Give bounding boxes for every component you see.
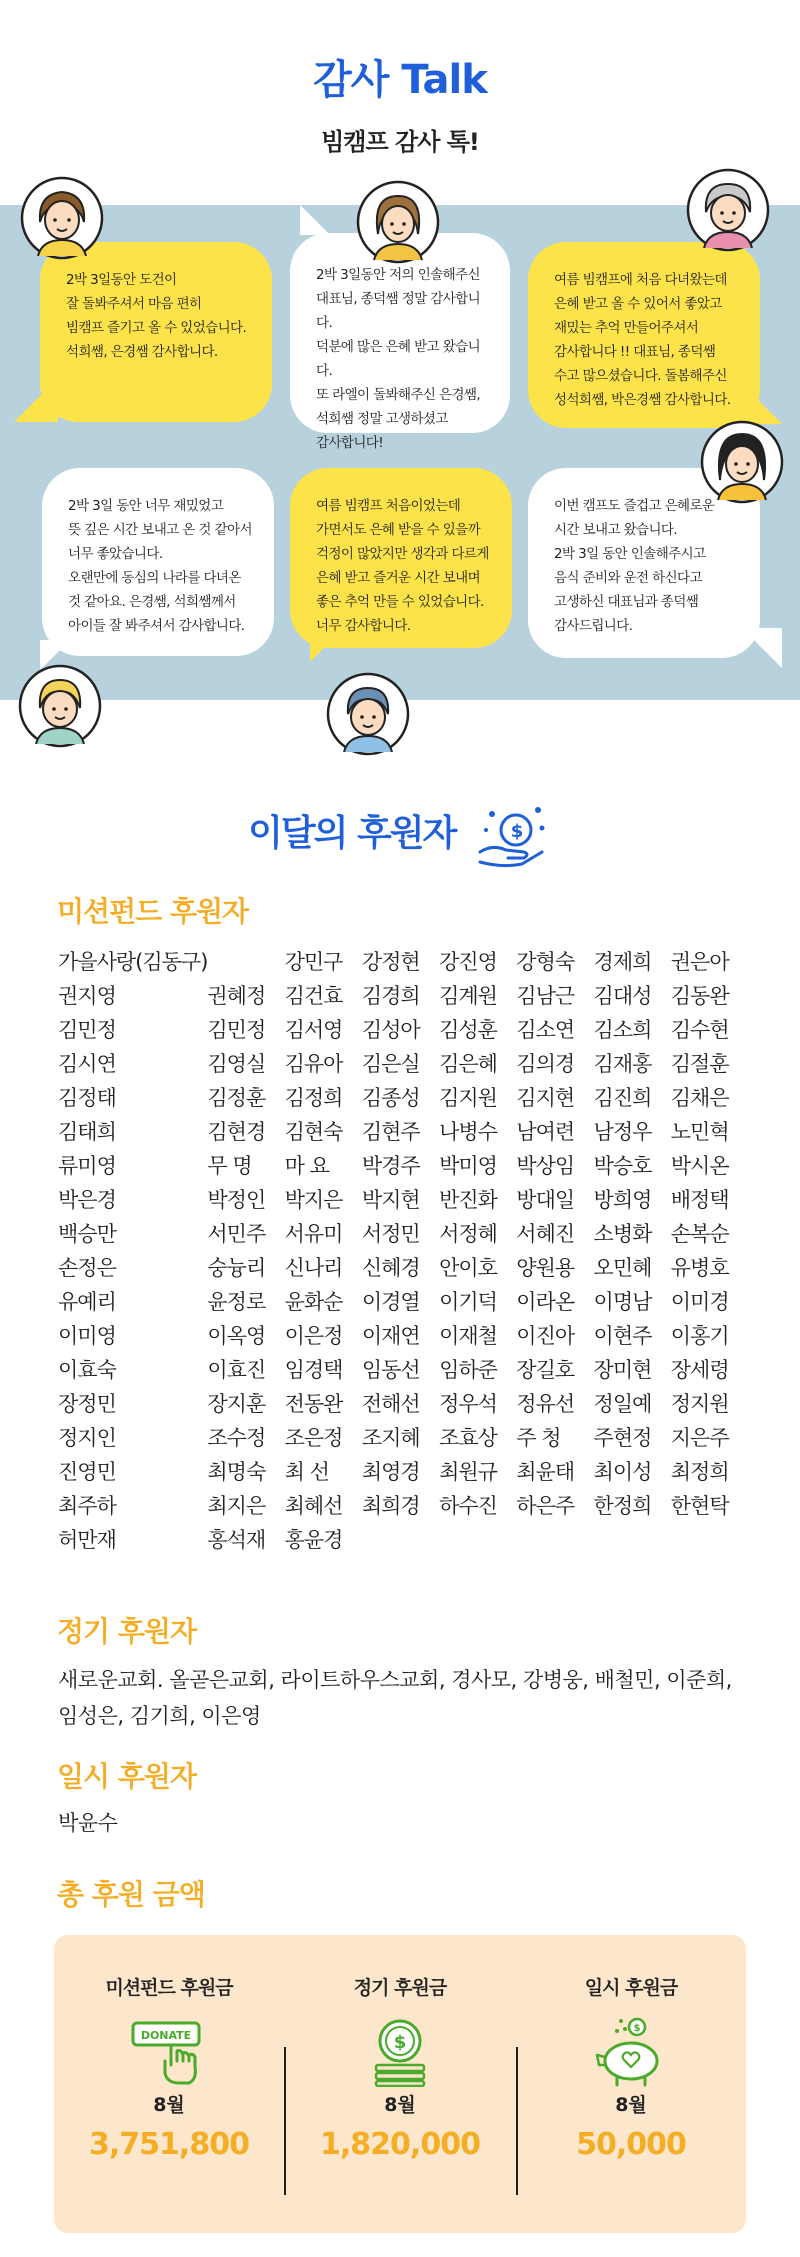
avatar-woman-icon bbox=[356, 180, 440, 264]
supporter-name: 김의경 bbox=[516, 1052, 575, 1076]
supporter-name: 무 명 bbox=[207, 1154, 252, 1178]
supporter-name: 강진영 bbox=[439, 950, 497, 974]
supporter-name: 조지혜 bbox=[361, 1426, 420, 1450]
supporter-name: 김정훈 bbox=[207, 1086, 266, 1110]
totals-box bbox=[54, 1935, 746, 2233]
supporter-name: 이명남 bbox=[593, 1290, 652, 1314]
supporter-name: 남여련 bbox=[516, 1120, 575, 1144]
supporter-name: 반진화 bbox=[439, 1188, 497, 1212]
supporter-name: 서유미 bbox=[284, 1222, 343, 1246]
supporter-name: 최희경 bbox=[361, 1494, 420, 1518]
avatar-boy-icon bbox=[326, 672, 410, 756]
supporter-name: 김성훈 bbox=[439, 1018, 497, 1042]
totals-label: 정기 후원금 bbox=[353, 1977, 447, 1999]
supporter-name: 최혜선 bbox=[284, 1494, 343, 1518]
supporter-name: 김성아 bbox=[361, 1018, 420, 1042]
supporter-name: 류미영 bbox=[58, 1154, 116, 1178]
talk-bubble: 여름 빔캠프 처음이었는데 가면서도 은혜 받을 수 있을까 걱정이 많았지만 생각과 다르게 은혜 받고 즐거운 시간 보내며 좋은 추억 만들 수 있었습니다. 너무 감사합니다. bbox=[290, 468, 512, 648]
supporter-name: 김종성 bbox=[361, 1086, 420, 1110]
talk-bubble: 2박 3일동안 저의 인솔해주신 대표님, 종덕쌤 정말 감사합니다. 덕분에 많은 은혜 받고 왔습니다. 또 라엘이 돌봐해주신 은경쌤, 석희쌤 정말 고생하셨고 감사합니다! bbox=[290, 233, 510, 433]
supporter-name: 손정은 bbox=[58, 1256, 116, 1280]
regular-supporters-text: 새로운교회. 올곧은교회, 라이트하우스교회, 경사모, 강병웅, 배철민, 이준희, 임성은, 김기희, 이은영 bbox=[58, 1668, 732, 1728]
supporter-name: 경제희 bbox=[593, 950, 652, 974]
supporter-name: 정유선 bbox=[516, 1392, 575, 1416]
supporter-name: 백승만 bbox=[58, 1222, 116, 1246]
talk-bubble: 이번 캠프도 즐겁고 은혜로운 시간 보내고 왔습니다. 2박 3일 동안 인솔해주시고 음식 준비와 운전 하신다고 고생하신 대표님과 종덕쌤 감사드립니다. bbox=[528, 468, 760, 658]
onetime-supporters-text: 박윤수 bbox=[58, 1811, 118, 1835]
piggy-bank-icon bbox=[591, 2015, 671, 2087]
supporter-name: 한현탁 bbox=[670, 1494, 729, 1518]
supporter-name: 서민주 bbox=[207, 1222, 266, 1246]
avatar-woman-icon bbox=[20, 176, 104, 260]
svg-text:$: $ bbox=[510, 821, 522, 842]
supporter-name: 오민혜 bbox=[593, 1256, 652, 1280]
coin-stack-icon bbox=[360, 2015, 440, 2087]
supporter-name: 한정희 bbox=[593, 1494, 652, 1518]
supporter-name: 전해선 bbox=[361, 1392, 420, 1416]
supporter-name: 박지현 bbox=[361, 1188, 420, 1212]
supporter-name: 이홍기 bbox=[670, 1324, 729, 1348]
supporter-name: 장정민 bbox=[58, 1392, 116, 1416]
supporter-name: 박미영 bbox=[439, 1154, 497, 1178]
supporter-name: 정지원 bbox=[670, 1392, 729, 1416]
supporter-name: 서정민 bbox=[361, 1222, 420, 1246]
supporter-name: 권지영 bbox=[58, 984, 116, 1008]
supporter-name: 최명숙 bbox=[207, 1460, 266, 1484]
supporter-name: 김지원 bbox=[439, 1086, 497, 1110]
supporter-name: 박상임 bbox=[516, 1154, 575, 1178]
supporter-name: 최이성 bbox=[593, 1460, 652, 1484]
supporter-name: 최윤태 bbox=[516, 1460, 575, 1484]
money-hand-icon bbox=[472, 800, 552, 870]
supporters-title bbox=[0, 800, 800, 870]
supporter-name: 안이호 bbox=[439, 1256, 497, 1280]
supporter-name: 이현주 bbox=[593, 1324, 652, 1348]
supporter-name: 서혜진 bbox=[516, 1222, 575, 1246]
supporter-name: 배정택 bbox=[670, 1188, 729, 1212]
supporter-name: 하은주 bbox=[516, 1494, 575, 1518]
supporter-name: 마 요 bbox=[284, 1154, 329, 1178]
supporter-name: 김정희 bbox=[284, 1086, 343, 1110]
supporter-name: 이효숙 bbox=[58, 1358, 116, 1382]
supporter-name: 신혜경 bbox=[361, 1256, 420, 1280]
avatar-grandma-icon bbox=[686, 168, 770, 252]
supporter-name: 윤화순 bbox=[284, 1290, 343, 1314]
totals-column-mission bbox=[54, 1935, 284, 2233]
supporter-name: 홍윤경 bbox=[284, 1528, 343, 1552]
supporter-name: 방희영 bbox=[593, 1188, 652, 1212]
totals-column-regular bbox=[285, 1935, 515, 2233]
supporter-name: 진영민 bbox=[58, 1460, 116, 1484]
supporter-name: 정우석 bbox=[439, 1392, 497, 1416]
supporter-name: 김채은 bbox=[670, 1086, 729, 1110]
supporter-name: 숭늉리 bbox=[207, 1256, 266, 1280]
supporter-name: 서정혜 bbox=[439, 1222, 497, 1246]
supporter-name: 하수진 bbox=[439, 1494, 497, 1518]
supporter-name: 최정희 bbox=[670, 1460, 729, 1484]
supporter-name: 정일예 bbox=[593, 1392, 652, 1416]
supporter-name: 김대성 bbox=[593, 984, 652, 1008]
supporter-name: 김절훈 bbox=[670, 1052, 729, 1076]
supporter-name: 지은주 bbox=[670, 1426, 729, 1450]
supporter-name: 이미경 bbox=[670, 1290, 729, 1314]
supporter-name: 김수현 bbox=[670, 1018, 729, 1042]
supporter-name: 강형숙 bbox=[516, 950, 575, 974]
supporter-name: 소병화 bbox=[593, 1222, 652, 1246]
supporter-name: 김정태 bbox=[58, 1086, 116, 1110]
supporter-name: 권은아 bbox=[670, 950, 729, 974]
supporter-name: 최주하 bbox=[58, 1494, 116, 1518]
supporter-name: 김지현 bbox=[516, 1086, 575, 1110]
supporter-name: 최지은 bbox=[207, 1494, 266, 1518]
supporter-name: 이재연 bbox=[361, 1324, 420, 1348]
svg-text:$: $ bbox=[633, 2023, 641, 2034]
totals-amount: 3,751,800 bbox=[89, 2127, 249, 2162]
supporter-name: 이라온 bbox=[516, 1290, 575, 1314]
supporter-name: 신나리 bbox=[284, 1256, 343, 1280]
supporter-name: 김서영 bbox=[284, 1018, 343, 1042]
supporter-name: 김은실 bbox=[361, 1052, 420, 1076]
supporter-name: 조효상 bbox=[439, 1426, 497, 1450]
supporter-name: 이효진 bbox=[207, 1358, 266, 1382]
totals-label: 일시 후원금 bbox=[584, 1977, 678, 1999]
supporter-name: 이재철 bbox=[439, 1324, 497, 1348]
supporter-name: 홍석재 bbox=[207, 1528, 266, 1552]
totals-month: 8월 bbox=[384, 2094, 416, 2116]
supporter-name: 박은경 bbox=[58, 1188, 116, 1212]
supporter-name: 강민구 bbox=[284, 950, 343, 974]
supporter-name: 박승호 bbox=[593, 1154, 652, 1178]
totals-amount: 50,000 bbox=[576, 2127, 686, 2162]
supporter-name: 박지은 bbox=[284, 1188, 343, 1212]
supporter-name: 이기덕 bbox=[439, 1290, 497, 1314]
bubble-tail bbox=[300, 205, 330, 235]
supporter-name: 김영실 bbox=[207, 1052, 266, 1076]
supporter-name: 허만재 bbox=[58, 1528, 116, 1552]
supporter-name: 권혜정 bbox=[207, 984, 266, 1008]
supporter-name: 임동선 bbox=[361, 1358, 420, 1382]
supporter-name: 김진희 bbox=[593, 1086, 652, 1110]
supporter-name: 김남근 bbox=[516, 984, 575, 1008]
supporter-name: 최 선 bbox=[284, 1460, 329, 1484]
supporter-name: 이경열 bbox=[361, 1290, 420, 1314]
supporter-name: 윤정로 bbox=[207, 1290, 266, 1314]
avatar-woman-icon bbox=[700, 420, 784, 504]
mission-names-list bbox=[58, 944, 748, 1556]
supporter-name: 김소연 bbox=[516, 1018, 575, 1042]
supporter-name: 유예리 bbox=[58, 1290, 116, 1314]
supporter-name: 김경희 bbox=[361, 984, 420, 1008]
supporter-name: 최원규 bbox=[439, 1460, 497, 1484]
supporter-name: 이옥영 bbox=[207, 1324, 266, 1348]
supporter-name: 장미현 bbox=[593, 1358, 652, 1382]
regular-heading: 정기 후원자 bbox=[57, 1615, 196, 1648]
supporter-name: 김민정 bbox=[58, 1018, 116, 1042]
supporter-name: 박경주 bbox=[361, 1154, 420, 1178]
supporter-name: 임하준 bbox=[439, 1358, 497, 1382]
supporter-name: 임경택 bbox=[284, 1358, 343, 1382]
supporter-name: 장세령 bbox=[670, 1358, 729, 1382]
supporter-name: 손복순 bbox=[670, 1222, 729, 1246]
supporter-name: 장지훈 bbox=[207, 1392, 266, 1416]
supporter-name: 전동완 bbox=[284, 1392, 343, 1416]
supporter-name: 조수정 bbox=[207, 1426, 266, 1450]
talk-bubble: 여름 빔캠프에 처음 다녀왔는데 은혜 받고 올 수 있어서 좋았고 재밌는 추억 만들어주셔서 감사합니다 !! 대표님, 종덕쌤 수고 많으셨습니다. 돌봄해주신 성석희쌤, 박은경쌤 감사합니다. bbox=[528, 242, 760, 428]
supporter-name: 김은혜 bbox=[439, 1052, 497, 1076]
onetime-heading: 일시 후원자 bbox=[57, 1760, 196, 1793]
supporter-name: 양원용 bbox=[516, 1256, 575, 1280]
page-title: 감사 Talk bbox=[313, 57, 487, 103]
talk-bubble: 2박 3일 동안 너무 재밌었고 뜻 깊은 시간 보내고 온 것 같아서 너무 좋았습니다. 오랜만에 동심의 나라를 다녀온 것 같아요. 은경쌤, 석희쌤께서 아이들 잘 봐주셔서 감사합니다. bbox=[42, 468, 274, 656]
totals-column-onetime bbox=[516, 1935, 746, 2233]
totals-month: 8월 bbox=[153, 2094, 185, 2116]
supporter-name: 박정인 bbox=[207, 1188, 266, 1212]
supporter-name: 김현숙 bbox=[284, 1120, 343, 1144]
supporter-name: 최영경 bbox=[361, 1460, 420, 1484]
donate-icon-label: DONATE bbox=[140, 2029, 192, 2042]
totals-amount: 1,820,000 bbox=[320, 2127, 480, 2162]
supporter-name: 나병수 bbox=[439, 1120, 497, 1144]
supporter-name: 강정현 bbox=[361, 950, 420, 974]
supporter-name: 이은정 bbox=[284, 1324, 343, 1348]
supporter-name: 김동완 bbox=[670, 984, 729, 1008]
supporter-name: 남정우 bbox=[593, 1120, 652, 1144]
totals-heading: 총 후원 금액 bbox=[57, 1878, 205, 1911]
supporter-name: 이미영 bbox=[58, 1324, 116, 1348]
page-subtitle: 빔캠프 감사 톡! bbox=[321, 128, 479, 156]
supporter-name: 박시온 bbox=[670, 1154, 729, 1178]
supporter-name: 김건효 bbox=[284, 984, 343, 1008]
supporter-name: 정지인 bbox=[58, 1426, 116, 1450]
supporter-name: 주현정 bbox=[593, 1426, 652, 1450]
supporter-name: 장길호 bbox=[516, 1358, 575, 1382]
mission-heading: 미션펀드 후원자 bbox=[57, 895, 249, 928]
totals-month: 8월 bbox=[615, 2094, 647, 2116]
supporter-name: 노민혁 bbox=[670, 1120, 729, 1144]
supporter-name: 김태희 bbox=[58, 1120, 116, 1144]
supporter-name: 김유아 bbox=[284, 1052, 343, 1076]
supporter-name: 김현주 bbox=[361, 1120, 420, 1144]
supporter-name: 조은정 bbox=[284, 1426, 343, 1450]
supporter-name: 방대일 bbox=[516, 1188, 575, 1212]
totals-label: 미션펀드 후원금 bbox=[105, 1977, 233, 1999]
supporter-name: 김계원 bbox=[439, 984, 497, 1008]
donate-hand-icon bbox=[129, 2015, 209, 2087]
svg-text:$: $ bbox=[393, 2032, 407, 2053]
supporter-name: 주 청 bbox=[516, 1426, 561, 1450]
supporter-name: 이진아 bbox=[516, 1324, 575, 1348]
supporter-name: 김재홍 bbox=[593, 1052, 652, 1076]
supporter-name: 유병호 bbox=[670, 1256, 729, 1280]
avatar-boy-icon bbox=[18, 664, 102, 748]
supporter-name: 김현경 bbox=[207, 1120, 266, 1144]
supporter-name: 김소희 bbox=[593, 1018, 652, 1042]
supporters-title-text: 이달의 후원자 bbox=[248, 813, 456, 854]
supporter-name: 김민정 bbox=[207, 1018, 266, 1042]
supporter-name: 가을사랑(김동구) bbox=[58, 950, 208, 974]
talk-bubble: 2박 3일동안 도건이 잘 돌봐주셔서 마음 편히 빔캠프 즐기고 올 수 있었습니다. 석희쌤, 은경쌤 감사합니다. bbox=[40, 242, 272, 422]
supporter-name: 김시연 bbox=[58, 1052, 116, 1076]
